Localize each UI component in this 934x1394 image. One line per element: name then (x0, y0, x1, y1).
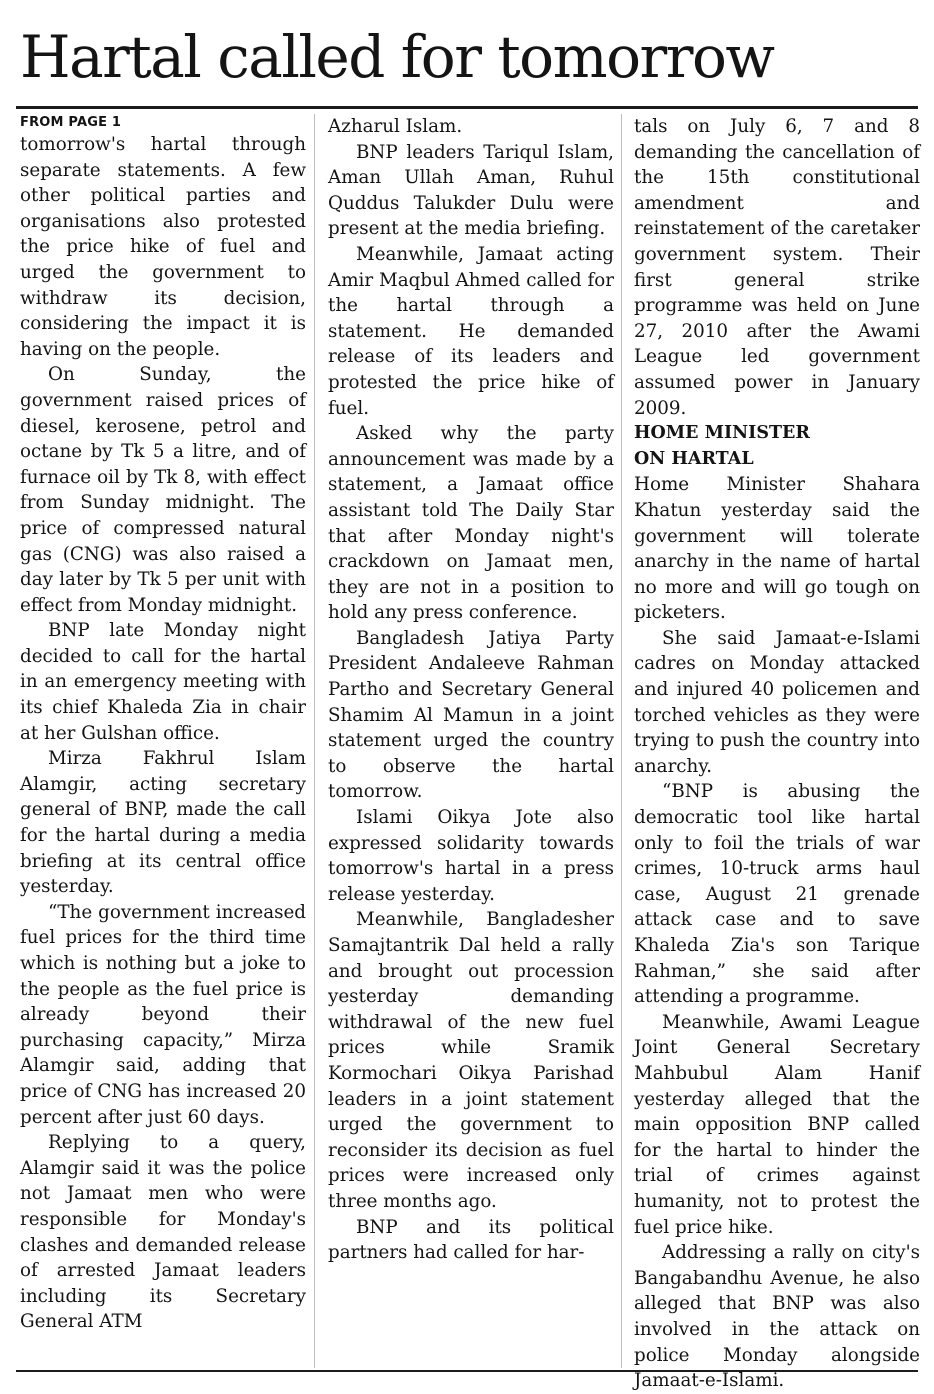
paragraph: Replying to a query, Alamgir said it was the police not Jamaat men who were responsible for Monday's clashes and demanded release of arrested Jamaat leaders including its Secretary General ATM (20, 1132, 306, 1333)
article-column-3 (634, 114, 920, 1392)
bottom-rule (16, 1370, 918, 1372)
paragraph: “The government increased fuel prices for the third time which is nothing but a joke to the people as the fuel price is already beyond their purchasing capacity,” Mirza Alamgir said, adding that price of CNG has increased 20 percent after just 60 days. (20, 901, 306, 1128)
paragraph: “BNP is abusing the democratic tool like hartal only to foil the trials of war crimes, 10-truck arms haul case, August 21 grenade attack case and to save Khaleda Zia's son Tarique Rahman,” she said after attending a programme. (634, 781, 920, 1008)
paragraph: Meanwhile, Bangladesher Samajtantrik Dal held a rally and brought out procession yesterday demanding withdrawal of the new fuel prices while Sramik Kormochari Oikya Parishad leaders in a joint statement urged the government to reconsider its decision as fuel prices were increased only three months ago. (328, 909, 614, 1212)
article-column-1 (20, 114, 306, 1368)
paragraph: BNP leaders Tariqul Islam, Aman Ullah Aman, Ruhul Quddus Talukder Dulu were present at the media briefing. (328, 141, 614, 240)
article-column-2 (328, 114, 614, 1368)
paragraph: Addressing a rally on city's Bangabandhu Avenue, he also alleged that BNP was also involved in the attack on police Monday alongside Jamaat-e-Islami. (634, 1242, 920, 1392)
paragraph: On Sunday, the government raised prices of diesel, kerosene, petrol and octane by Tk 5 a litre, and of furnace oil by Tk 8, with effect from Sunday midnight. The price of compressed natural gas (CNG) was also raised a day later by Tk 5 per unit with effect from Monday midnight. (20, 364, 306, 616)
paragraph: Islami Oikya Jote also expressed solidarity towards tomorrow's hartal in a press release yesterday. (328, 807, 614, 905)
column-divider (314, 114, 315, 1368)
paragraph: BNP and its political partners had called for har- (328, 1216, 614, 1264)
paragraph: BNP late Monday night decided to call for the hartal in an emergency meeting with its chief Khaleda Zia in chair at her Gulshan office. (20, 620, 306, 744)
paragraph: Bangladesh Jatiya Party President Andaleeve Rahman Partho and Secretary General Shamim Al Mamun in a joint statement urged the country to observe the hartal tomorrow. (328, 627, 614, 803)
subhead-line-1: HOME MINISTER (634, 423, 810, 444)
column-divider (621, 114, 622, 1368)
subhead-line-2: ON HARTAL (634, 448, 754, 469)
paragraph: She said Jamaat-e-Islami cadres on Monday attacked and injured 40 policemen and torched vehicles as they were trying to push the country into anarchy. (634, 627, 920, 777)
headline: Hartal called for tomorrow (20, 23, 774, 91)
paragraph: tomorrow's hartal through separate statements. A few other political parties and organisations also protested the price hike of fuel and urged the government to withdraw its decision, considering the impact it is having on the people. (20, 134, 306, 360)
paragraph: Home Minister Shahara Khatun yesterday said the government will tolerate anarchy in the name of hartal no more and will go tough on picketers. (634, 474, 920, 624)
paragraph: Mirza Fakhrul Islam Alamgir, acting secretary general of BNP, made the call for the hartal during a media briefing at its central office yesterday. (20, 748, 306, 898)
paragraph: Asked why the party announcement was made by a statement, a Jamaat office assistant told The Daily Star that after Monday night's crackdown on Jamaat men, they are not in a position to hold any press conference. (328, 423, 614, 624)
paragraph: Meanwhile, Awami League Joint General Secretary Mahbubul Alam Hanif yesterday alleged that the main opposition BNP called for the hartal to hinder the trial of crimes against humanity, not to protest the fuel price hike. (634, 1011, 920, 1238)
kicker: FROM PAGE 1 (20, 115, 122, 130)
paragraph: Meanwhile, Jamaat acting Amir Maqbul Ahmed called for the hartal through a statement. He demanded release of its leaders and protested the price hike of fuel. (328, 243, 614, 419)
paragraph: Azharul Islam. (328, 116, 463, 137)
paragraph: tals on July 6, 7 and 8 demanding the cancellation of the 15th constitutional amendment and reinstatement of the caretaker government system. Their first general strike programme was held on June 27, 2010 after the Awami League led government assumed power in January 2009. (634, 116, 920, 419)
headline-rule (16, 106, 918, 109)
